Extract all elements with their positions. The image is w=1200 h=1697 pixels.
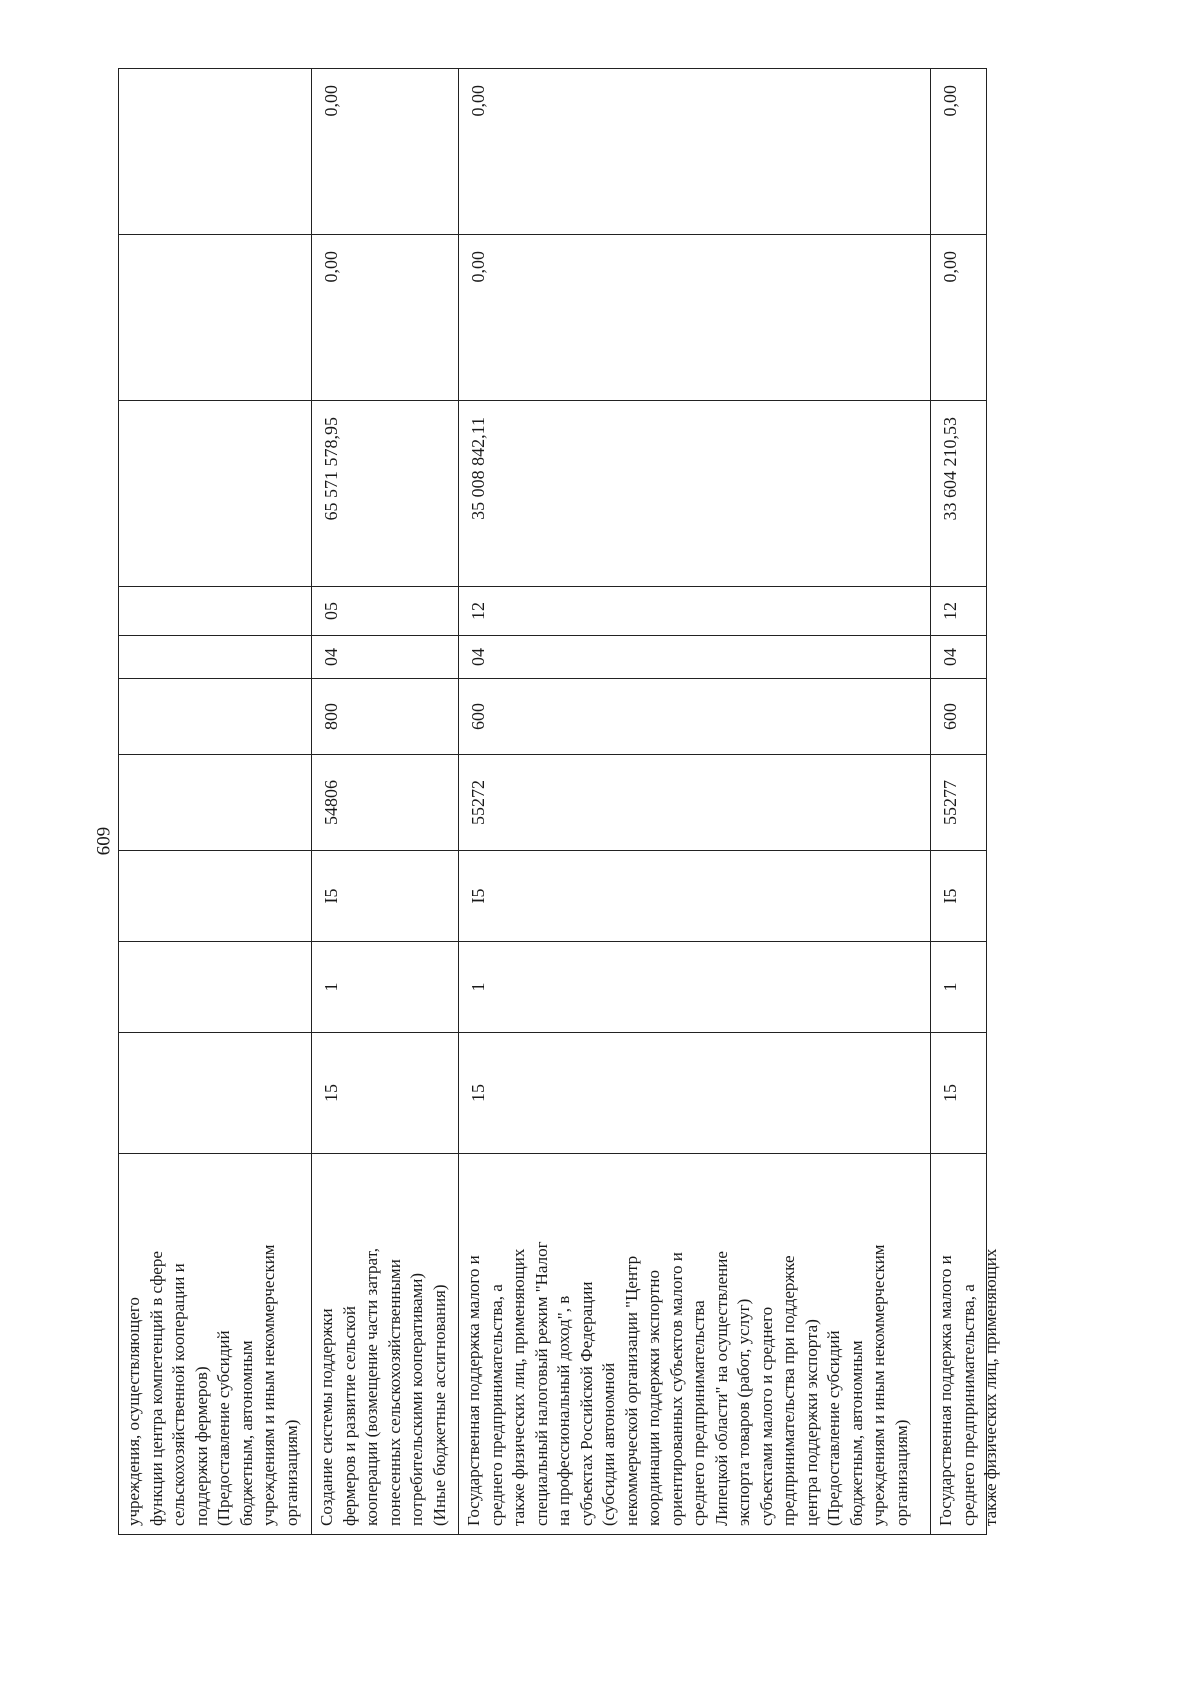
amount-2026-cell bbox=[119, 69, 312, 235]
subsection-code-cell bbox=[931, 587, 987, 636]
section-code-cell-text: 04 bbox=[940, 648, 960, 666]
table-row bbox=[119, 679, 987, 755]
item-name-line: организациям) bbox=[891, 1419, 911, 1526]
project-code-cell-text bbox=[119, 851, 312, 941]
amount-2024-cell-text: 35 008 842,11 bbox=[468, 417, 488, 520]
item-name-line: специальный налоговый режим "Налог bbox=[531, 1241, 551, 1526]
item-name-line: субъектами малого и среднего bbox=[756, 1306, 776, 1526]
section-code-cell-text: 04 bbox=[321, 648, 341, 666]
budget-table bbox=[118, 68, 1000, 1535]
item-name-line: бюджетным, автономным bbox=[846, 1340, 866, 1526]
table-row bbox=[119, 755, 987, 851]
program-code-cell bbox=[931, 1033, 987, 1154]
expense-type-code-cell bbox=[312, 679, 459, 755]
direction-code-cell bbox=[119, 755, 312, 851]
amount-2024-cell-text: 33 604 210,53 bbox=[940, 417, 960, 521]
project-code-cell bbox=[459, 851, 931, 942]
project-code-cell-text: I5 bbox=[468, 888, 488, 904]
subprogram-code-cell-text: 1 bbox=[321, 982, 341, 992]
table-row bbox=[119, 1154, 987, 1535]
item-name-line: Липецкой области" на осуществление bbox=[711, 1251, 731, 1526]
section-code-cell-text: 04 bbox=[468, 648, 488, 666]
item-name-line: координации поддержки экспортно bbox=[644, 1270, 663, 1526]
program-code-cell-text bbox=[119, 1033, 312, 1153]
item-name-line: Государственная поддержка малого и bbox=[464, 1255, 483, 1526]
table-row bbox=[119, 401, 987, 587]
amount-2026-cell-text: 0,00 bbox=[940, 85, 960, 117]
item-name-line: потребительскими кооперативами) bbox=[407, 1272, 426, 1526]
item-name-line: бюджетным, автономным bbox=[236, 1340, 256, 1526]
table-row bbox=[119, 1033, 987, 1154]
subprogram-code-cell bbox=[119, 942, 312, 1033]
program-code-cell bbox=[119, 1033, 312, 1154]
direction-code-cell-text bbox=[119, 755, 312, 850]
item-name-line: функции центра компетенций в сфере bbox=[146, 1251, 166, 1526]
budget-table-rotated bbox=[118, 68, 1000, 1526]
expense-type-code-cell-text bbox=[119, 679, 312, 754]
item-name-cell bbox=[119, 1154, 312, 1535]
subprogram-code-cell bbox=[312, 942, 459, 1033]
subprogram-code-cell-text: 1 bbox=[940, 982, 960, 992]
amount-2026-cell-text: 0,00 bbox=[321, 85, 341, 117]
item-name-line: фермеров и развитие сельской bbox=[339, 1305, 359, 1526]
table-row bbox=[119, 587, 987, 636]
section-code-cell bbox=[119, 636, 312, 679]
subprogram-code-cell bbox=[931, 942, 987, 1033]
amount-2025-cell bbox=[119, 235, 312, 401]
amount-2024-cell-text: 65 571 578,95 bbox=[321, 417, 341, 521]
amount-2026-cell-text bbox=[119, 69, 312, 234]
amount-2026-cell-text: 0,00 bbox=[468, 85, 488, 117]
item-name-line: экспорта товаров (работ, услуг) bbox=[734, 1298, 753, 1526]
subsection-code-cell-text: 12 bbox=[468, 602, 488, 620]
direction-code-cell bbox=[312, 755, 459, 851]
section-code-cell bbox=[312, 636, 459, 679]
item-name-line: учреждениям и иным некоммерческим bbox=[869, 1244, 888, 1526]
item-name-line: среднего предпринимательства, а bbox=[486, 1284, 506, 1526]
item-name-cell bbox=[931, 1154, 1000, 1535]
expense-type-code-cell bbox=[119, 679, 312, 755]
expense-type-code-cell-text: 600 bbox=[940, 703, 960, 730]
subsection-code-cell bbox=[459, 587, 931, 636]
project-code-cell bbox=[119, 851, 312, 942]
amount-2025-cell-text bbox=[119, 235, 312, 400]
item-name-line: (Предоставление субсидий bbox=[214, 1330, 233, 1526]
table-body bbox=[119, 69, 1000, 1535]
item-name-line: среднего предпринимательства bbox=[689, 1300, 708, 1526]
item-name-line: субъектах Российской Федерации bbox=[576, 1281, 596, 1526]
subprogram-code-cell bbox=[459, 942, 931, 1033]
amount-2025-cell-text: 0,00 bbox=[940, 251, 960, 283]
subsection-code-cell bbox=[119, 587, 312, 636]
direction-code-cell bbox=[459, 755, 931, 851]
table-row bbox=[119, 69, 987, 235]
amount-2026-cell bbox=[931, 69, 987, 235]
amount-2025-cell bbox=[931, 235, 987, 401]
expense-type-code-cell bbox=[931, 679, 987, 755]
program-code-cell-text: 15 bbox=[940, 1084, 960, 1102]
project-code-cell-text: I5 bbox=[321, 888, 341, 904]
program-code-cell-text: 15 bbox=[468, 1084, 488, 1102]
expense-type-code-cell-text: 600 bbox=[468, 703, 488, 730]
item-name-line: поддержки фермеров) bbox=[191, 1366, 211, 1526]
item-name-line: на профессиональный доход", в bbox=[554, 1295, 573, 1526]
subsection-code-cell-text bbox=[119, 587, 312, 635]
item-name-line: ориентированных субъектов малого и bbox=[666, 1252, 686, 1526]
amount-2025-cell-text: 0,00 bbox=[321, 251, 341, 283]
program-code-cell bbox=[312, 1033, 459, 1154]
amount-2025-cell-text: 0,00 bbox=[468, 251, 488, 283]
item-name-line: Государственная поддержка малого и bbox=[936, 1255, 955, 1526]
table-row bbox=[119, 636, 987, 679]
item-name-line: (субсидии автономной bbox=[599, 1362, 618, 1526]
table-row bbox=[119, 235, 987, 401]
item-name-line: учреждения, осуществляющего bbox=[124, 1297, 143, 1526]
item-name-line: Создание системы поддержки bbox=[317, 1308, 336, 1526]
item-name-line: учреждениям и иным некоммерческим bbox=[259, 1244, 278, 1526]
amount-2026-cell bbox=[312, 69, 459, 235]
amount-2026-cell bbox=[459, 69, 931, 235]
program-code-cell-text: 15 bbox=[321, 1084, 341, 1102]
item-name-line: также физических лиц, применяющих bbox=[981, 1248, 1000, 1526]
subprogram-code-cell-text: 1 bbox=[468, 982, 488, 992]
section-code-cell-text bbox=[119, 636, 312, 678]
direction-code-cell-text: 55272 bbox=[468, 780, 488, 825]
table-row bbox=[119, 851, 987, 942]
expense-type-code-cell bbox=[459, 679, 931, 755]
direction-code-cell bbox=[931, 755, 987, 851]
subsection-code-cell-text: 12 bbox=[940, 602, 960, 620]
subprogram-code-cell-text bbox=[119, 942, 312, 1032]
item-name-line: кооперации (возмещение части затрат, bbox=[362, 1248, 381, 1526]
project-code-cell bbox=[931, 851, 987, 942]
amount-2024-cell bbox=[119, 401, 312, 587]
amount-2024-cell bbox=[931, 401, 987, 587]
amount-2024-cell-text bbox=[119, 401, 312, 586]
section-code-cell bbox=[931, 636, 987, 679]
amount-2025-cell bbox=[312, 235, 459, 401]
item-name-cell bbox=[459, 1154, 931, 1535]
item-name-line: понесенных сельскохозяйственными bbox=[384, 1259, 404, 1526]
item-name-line: предпринимательства при поддержке bbox=[779, 1255, 798, 1526]
item-name-line: также физических лиц, применяющих bbox=[509, 1248, 528, 1526]
table-row bbox=[119, 942, 987, 1033]
subsection-code-cell bbox=[312, 587, 459, 636]
item-name-line: (Иные бюджетные ассигнования) bbox=[429, 1284, 449, 1526]
subsection-code-cell-text: 05 bbox=[321, 602, 341, 620]
item-name-line: (Предоставление субсидий bbox=[824, 1330, 843, 1526]
item-name-line: сельскохозяйственной кооперации и bbox=[169, 1263, 188, 1526]
direction-code-cell-text: 55277 bbox=[940, 780, 960, 825]
project-code-cell-text: I5 bbox=[940, 888, 960, 904]
item-name-line: центра поддержки экспорта) bbox=[801, 1319, 821, 1526]
direction-code-cell-text: 54806 bbox=[321, 780, 341, 825]
expense-type-code-cell-text: 800 bbox=[321, 703, 341, 730]
section-code-cell bbox=[459, 636, 931, 679]
project-code-cell bbox=[312, 851, 459, 942]
item-name-cell bbox=[312, 1154, 459, 1535]
item-name-line: среднего предпринимательства, а bbox=[958, 1284, 978, 1526]
item-name-line: некоммерческой организации "Центр bbox=[621, 1255, 641, 1526]
item-name-line: организациям) bbox=[281, 1419, 301, 1526]
amount-2024-cell bbox=[312, 401, 459, 587]
page-number: 609 bbox=[92, 826, 113, 856]
amount-2024-cell bbox=[459, 401, 931, 587]
amount-2025-cell bbox=[459, 235, 931, 401]
program-code-cell bbox=[459, 1033, 931, 1154]
